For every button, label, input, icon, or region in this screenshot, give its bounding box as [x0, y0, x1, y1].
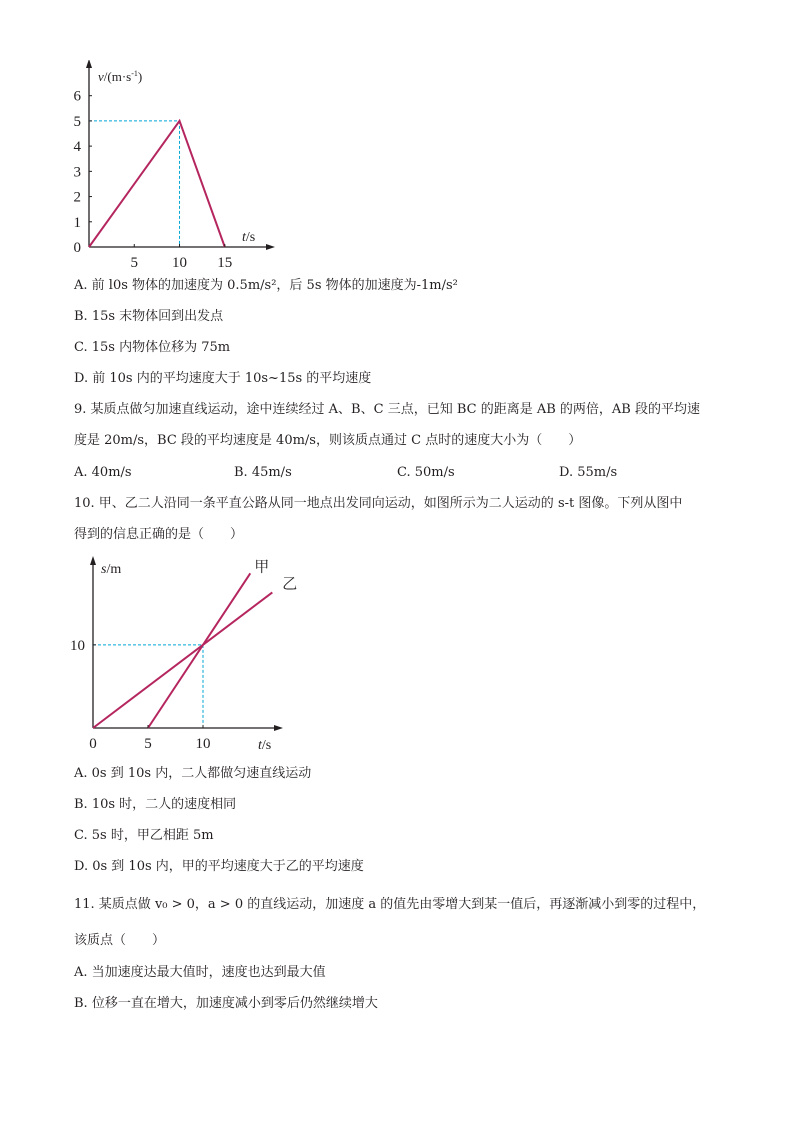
graph1-ticks — [74, 89, 233, 271]
displacement-time-graph — [60, 555, 300, 755]
q11-stem-line1: 11. 某质点做 v₀ > 0，a > 0 的直线运动，加速度 a 的值先由零增大到某一值后，再逐渐减小到零的过程中， — [74, 897, 706, 912]
q11-stem-line2: 该质点（ ） — [74, 933, 166, 948]
graph2-axes — [90, 556, 283, 731]
x-axis-arrow — [266, 244, 275, 250]
x-tick-label: 0 — [89, 736, 97, 752]
q9-option-a: A. 40m/s — [74, 465, 132, 480]
y-tick-label: 4 — [73, 139, 81, 156]
q8-option-c: C. 15s 内物体位移为 75m — [74, 340, 231, 355]
y-tick-label: 10 — [70, 637, 85, 654]
q8-option-d: D. 前 10s 内的平均速度大于 10s~15s 的平均速度 — [74, 371, 372, 386]
y-axis-arrow — [90, 556, 96, 565]
q9-stem-line2: 度是 20m/s，BC 段的平均速度是 40m/s，则该质点通过 C 点时的速度大小为（ ） — [74, 433, 582, 448]
x-tick-label: 5 — [130, 255, 139, 271]
x-tick-label: 5 — [144, 736, 152, 752]
series-line-1 — [89, 121, 225, 247]
q9-stem-line1: 9. 某质点做匀加速直线运动，途中连续经过 A、B、C 三点，已知 BC 的距离是 AB 的两倍，AB 段的平均速 — [74, 402, 700, 417]
y-tick-label: 1 — [73, 214, 81, 231]
y-tick-label: 3 — [73, 164, 81, 181]
q10-option-c: C. 5s 时，甲乙相距 5m — [74, 828, 214, 843]
series-label-1: 甲 — [254, 559, 270, 576]
velocity-time-graph — [60, 60, 290, 275]
q9-option-d: D. 55m/s — [559, 465, 618, 480]
graph1-y-axis-label: $v/(m\cdot s^{-1})$ — [98, 69, 143, 84]
graph1-series — [89, 121, 225, 247]
series-line-1 — [148, 573, 250, 728]
x-axis-arrow — [274, 725, 283, 731]
graph2-y-axis-label: s/m — [101, 562, 122, 577]
y-tick-label: 6 — [73, 88, 81, 105]
x-tick-label: 15 — [217, 255, 233, 271]
q10-stem-line1: 10. 甲、乙二人沿同一条平直公路从同一地点出发同向运动，如图所示为二人运动的 s-t 图像。下列从图中 — [74, 496, 683, 511]
q9-option-c: C. 50m/s — [397, 465, 455, 480]
q10-stem-line2: 得到的信息正确的是（ ） — [74, 527, 244, 542]
graph1-axes — [86, 60, 275, 250]
x-tick-label: 10 — [195, 736, 211, 752]
q9-option-b: B. 45m/s — [234, 465, 292, 480]
y-tick-label: 5 — [73, 113, 81, 130]
graph2-x-axis-label: t/s — [258, 738, 272, 753]
q11-option-b: B. 位移一直在增大，加速度减小到零后仍然继续增大 — [74, 996, 378, 1011]
q8-option-b: B. 15s 末物体回到出发点 — [74, 309, 224, 324]
q11-option-a: A. 当加速度达最大值时，速度也达到最大值 — [74, 965, 326, 980]
x-tick-label: 10 — [172, 255, 188, 271]
q10-option-b: B. 10s 时，二人的速度相同 — [74, 797, 237, 812]
graph2-series — [93, 558, 297, 728]
y-axis-arrow — [86, 60, 92, 68]
series-line-2 — [93, 592, 272, 728]
y-tick-label: 0 — [73, 240, 81, 256]
series-label-2: 乙 — [282, 576, 298, 593]
q8-option-a: A. 前 l0s 物体的加速度为 0.5m/s²，后 5s 物体的加速度为-1m/s² — [74, 278, 458, 293]
graph1-x-axis-label: t/s — [242, 230, 256, 245]
y-tick-label: 2 — [73, 189, 81, 206]
q10-option-a: A. 0s 到 10s 内，二人都做匀速直线运动 — [74, 766, 312, 781]
q10-option-d: D. 0s 到 10s 内，甲的平均速度大于乙的平均速度 — [74, 859, 364, 874]
